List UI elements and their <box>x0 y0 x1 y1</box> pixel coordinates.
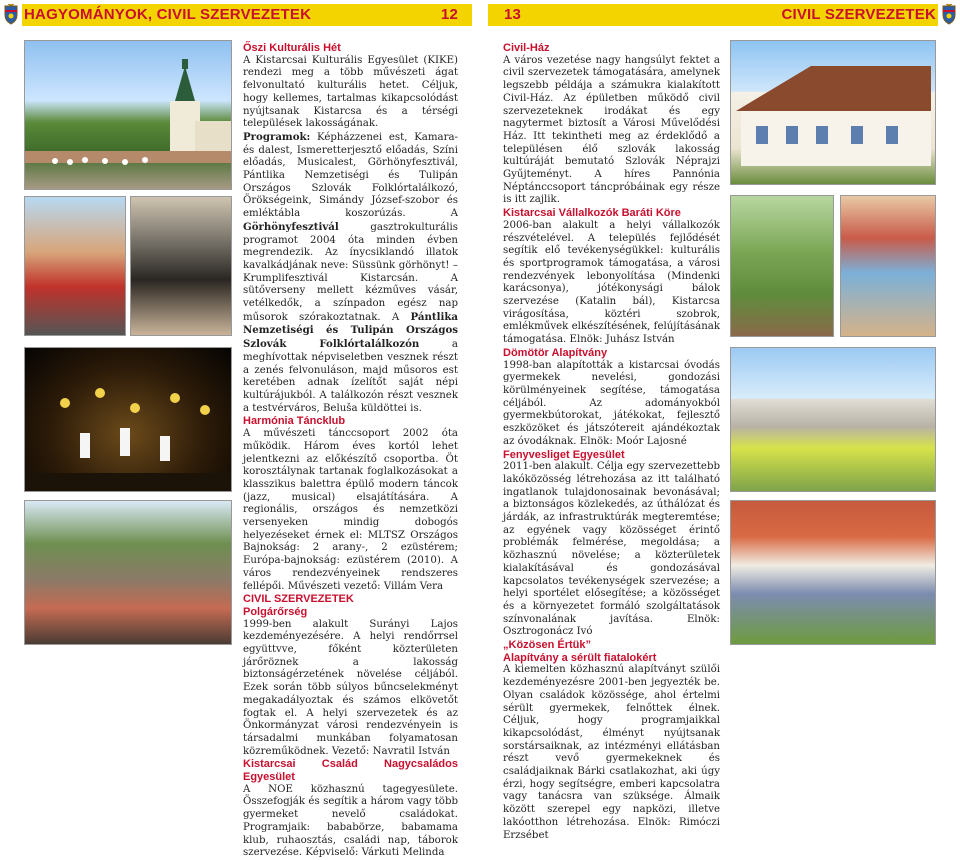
programs-text: Képházzenei est, Kamara-és dalest, Ismeretterjesztő előadás, Színi előadás, Musicalest, Görhönyfesztivál, Pántlika Nemzetiségi és Tulipán Országos Szlovák Folklórtalálkozó, Örökségeink, Simándy József-szobor és emléktábla koszorúzás. A <box>243 131 458 220</box>
left-text-column <box>243 42 458 860</box>
city-crest-icon <box>3 3 19 25</box>
harmonia-paragraph: A művészeti tánccsoport 2002 óta működik. Három éves kortól lehet jelentkezni az előkészítő csoportba. Öt korosztálynak tartanak foglalkozásokat a klasszikus balettra épülő modern táncok (jazz, musical) elsajátítására. A regionális, országos és nemzetközi versenyeken mindig dobogós helyezéseket érnek el: MLTSZ Országos Bajnokság: 2 arany-, 2 ezüstérem; Európa-bajnokság: ezüstérem (2010). A város rendezvényeinek rendszeres fellépői. Művészeti vezető: Villám Vera <box>243 428 458 592</box>
gorhony-text: gasztrokulturális programot 2004 óta minden évben megrendezik. Az ínycsiklandó illatok kavalkádjának neve: Süssünk görhönyt! – Krumplifesztivál Kistarcsán. A sütőverseny mellett kézműves vásár, vetélkedők, a színpadon egész nap műsorok szórakoztatnak. A <box>243 221 458 323</box>
pantlika-label: Pántlika Nemzetiségi és Tulipán Országos Szlovák Folklórtalálkozón <box>243 310 458 351</box>
domotor-paragraph: 1998-ban alapították a kistarcsai óvodás gyermekek nevelési, gondozási körülményeinek segítése, támogatása céljából. Az adományokból gyermekbútorokat, játékokat, fejlesztő eszközöket és játszótereit ajándékoztak az óvodáknak. Elnök: Moór Lajosné <box>503 359 720 447</box>
right-header-band <box>488 4 938 26</box>
domotor-heading: Dömötör Alapítvány <box>503 346 608 359</box>
house-illustration <box>731 41 936 185</box>
photo-stage-dance <box>24 347 232 492</box>
kozosen-heading: „Közösen Értük” <box>503 639 592 652</box>
polgarorseg-heading: Polgárőrség <box>243 605 308 618</box>
right-page-number: 13 <box>504 6 522 23</box>
festival-heading: Őszi Kulturális Hét <box>243 42 341 54</box>
csalad-heading: Kistarcsai Család Nagycsaládos Egyesület <box>243 758 458 784</box>
right-text-column <box>503 42 720 842</box>
fenyves-heading: Fenyvesliget Egyesület <box>503 448 625 461</box>
photo-volunteers-garden <box>730 195 834 337</box>
harmonia-heading: Harmónia Táncklub <box>243 415 346 428</box>
festival-paragraph: A Kistarcsai Kulturális Egyesület (KIKE) rendezi meg a több művészeti ágat felvonultató kulturális hetet. Céljuk, hogy kellemes, tartalmas kikapcsolódást nyújtsanak Kistarcsa és a térségi települések lakosságának. <box>243 54 458 130</box>
civilhaz-heading: Civil-Ház <box>503 42 550 54</box>
dancers-illustration <box>25 348 232 492</box>
photo-group-yard <box>730 500 936 645</box>
photo-civil-house <box>730 40 936 185</box>
photo-cooking-stand <box>130 196 232 336</box>
civil-section-heading: CIVIL SZERVEZETEK <box>243 593 354 606</box>
left-page-number: 12 <box>440 6 458 23</box>
csalad-paragraph: A NOE közhasznú tagegyesülete. Összefogják és segítik a három vagy több gyermeket nevelő családokat. Programjaik: bababörze, babamama klub, ruhaosztás, családi nap, táborok szervezése. Képviselő: Várkuti Melinda <box>243 783 458 859</box>
programs-label: Programok: <box>243 130 311 143</box>
polgarorseg-paragraph: 1999-ben alakult Surányi Lajos kezdeményezésére. A helyi rendőrrsel együttvve, főként közterületen járőröznek a lakosság biztonságérzetének növelése céljából. Ezek során több súlyos bűncselekményt megakadályoztak és számos elkövetőt fogtak el. A helyi szervezetek és az Önkormányzat városi rendezvényein is társadalmi munkában folyamatosan közreműködnek. Vezető: Navratil István <box>243 618 458 757</box>
pantlika-text: a meghívottak népviseletben vesznek részt a zenés felvonuláson, majd műsoros est keretében adnak ízelítőt saját népi kultúrájukból. A találkozón részt vesznek a testvérváros, Beluša küldöttei is. <box>243 339 459 414</box>
photo-children-group <box>840 195 936 337</box>
right-header-title: CIVIL SZERVEZETEK <box>781 6 936 23</box>
left-header-title: HAGYOMÁNYOK, CIVIL SZERVEZETEK <box>24 6 312 23</box>
photo-folk-dance <box>24 196 126 336</box>
baratikore-heading: Kistarcsai Vállalkozók Baráti Köre <box>503 207 681 220</box>
church-illustration <box>25 41 232 190</box>
baratikore-paragraph: 2006-ban alakult a helyi vállalkozók részvételével. A település fejlődését segítik elő tevékenységükkel: kulturális és sportprogramok támogatása, a városi rendezvények lebonyolítása (Mindenki karácsonya), jótékonysági bálok szervezése (Katalin bál), Kistarcsa virágosítása, köztéri szobrok, emlékművek elkészítésének, felújításának támogatása. Elnök: Juhász István <box>503 219 720 346</box>
kozosen-subheading: Alapítvány a sérült fiatalokért <box>503 651 657 664</box>
left-header-band <box>22 4 472 26</box>
kozosen-paragraph: A kiemelten közhasznú alapítványt szülői kezdeményezésre 2001-ben jegyezték be. Olyan családok közössége, ahol értelmi sérült gyermekek, felnőttek élnek. Céljuk, hogy programjaikkal kikapcsolódást, élményt nyújtsanak sorstársaiknak, az intézményi ellátásban részt vevő gyermekeknek és családjaiknak Bárki csatlakozhat, aki úgy érzi, hogy segítségre, emberi kapcsolatra vagy tanácsra van szüksége. Álmaik között szerepel egy napközi, illetve lakóotthon létrehozása. Elnök: Rimóczi Erzsébet <box>503 664 720 841</box>
photo-safety-vest-group <box>730 347 936 492</box>
photo-festival-crowd <box>24 500 232 645</box>
gorhony-label: Görhönyfesztivál <box>243 220 339 233</box>
civilhaz-paragraph: A város vezetése nagy hangsúlyt fektet a civil szervezetek támogatására, amelynek legszebb példája a számukra kialakított Civil-Ház. Az épületben működő civil szervezeteknek irodákat és egy nagytermet biztosít a Városi Művelődési Ház. Itt tekintheti meg az érdeklődő a településen élő szlovák lakosság kultúráját bemutató Szlovák Néprajzi Gyűjteményt. A híres Pannónia Néptánccsoport táncpróbáinak egy része is itt zajlik. <box>503 54 720 206</box>
fenyves-paragraph: 2011-ben alakult. Célja egy szervezettebb lakóközösség létrehozása az itt található ingatlanok tulajdonosainak bevonásával; a biztonságos közlekedés, az úthálózat és járdák, az infrastruktúrák megteremtése; az egyének vagy közösséget érintő problémák felmérése, megoldása; a közhasznú növelése; a közterületek kialakításával és gondozásával kapcsolatos tevékenységek szervezése; a helyi sportélet elősegítése; a közösséget és a környezetet formáló szolgáltatások színvonalának javítása. Elnök: Osztrogonácz Ivó <box>503 461 720 638</box>
photo-church-procession <box>24 40 232 190</box>
city-crest-icon <box>941 3 957 25</box>
programs-paragraph <box>243 131 458 415</box>
